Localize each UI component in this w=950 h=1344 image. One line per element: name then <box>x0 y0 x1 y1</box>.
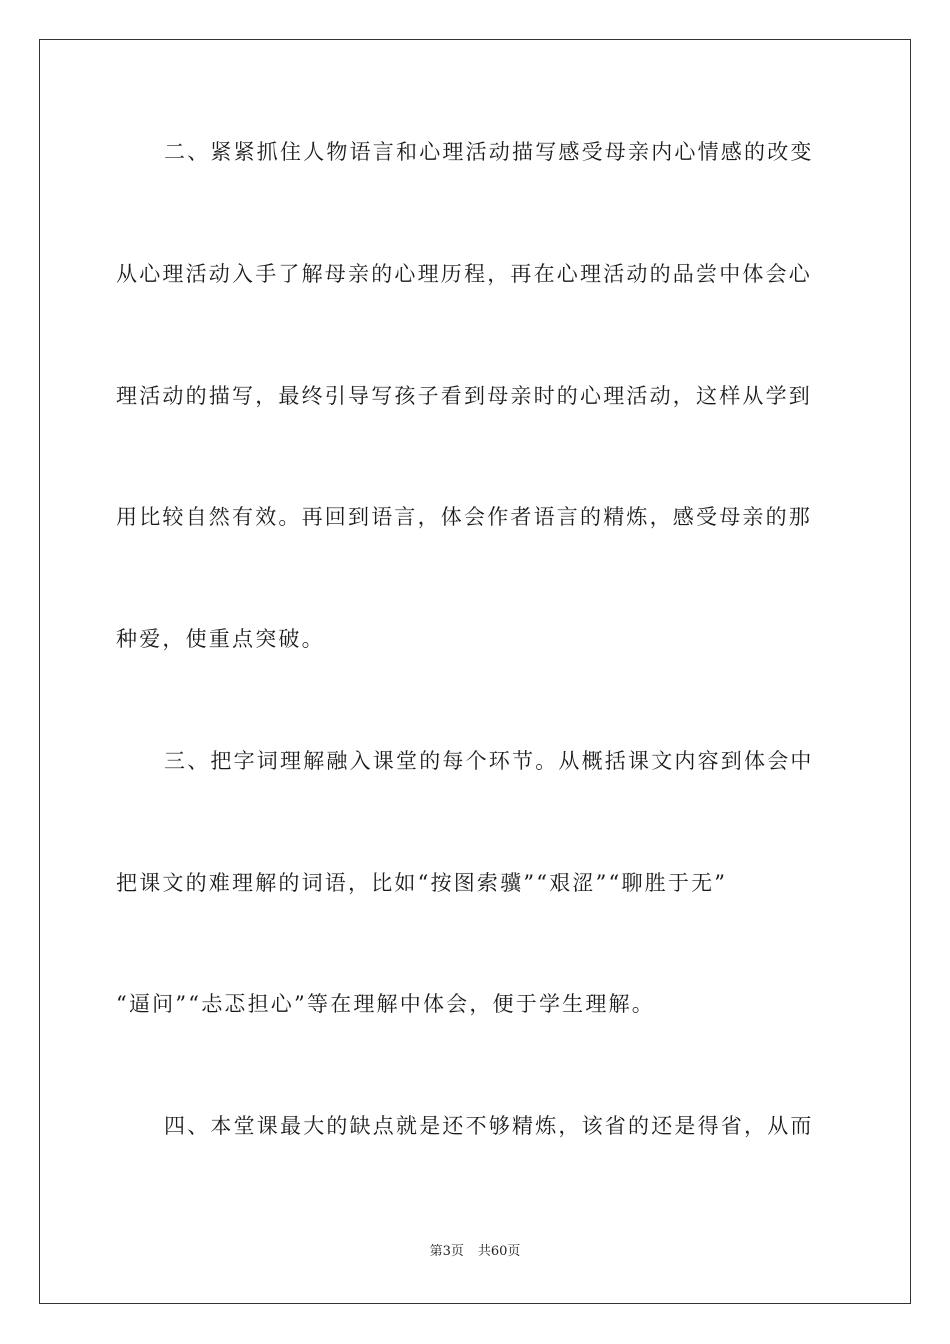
paragraph-4-line-1: 四、本堂课最大的缺点就是还不够精炼，该省的还是得省，从而 <box>164 1114 814 1138</box>
page-footer <box>0 1244 950 1260</box>
page-total: 共60页 <box>477 1244 521 1259</box>
paragraph-2-line-4: 用比较自然有效。再回到语言，体会作者语言的精炼，感受母亲的那 <box>116 505 812 529</box>
paragraph-2-line-1: 二、紧紧抓住人物语言和心理活动描写感受母亲内心情感的改变 <box>164 140 814 164</box>
paragraph-2-line-3: 理活动的描写，最终引导写孩子看到母亲时的心理活动，这样从学到 <box>116 384 812 408</box>
page-number: 第3页 <box>429 1244 464 1259</box>
paragraph-3-line-2: 把课文的难理解的词语，比如“按图索骥”“艰涩”“聊胜于无” <box>116 871 728 895</box>
paragraph-3-line-3: “逼问”“忐忑担心”等在理解中体会，便于学生理解。 <box>116 992 655 1016</box>
paragraph-2-line-5: 种爱，使重点突破。 <box>116 627 325 651</box>
paragraph-3-line-1: 三、把字词理解融入课堂的每个环节。从概括课文内容到体会中 <box>164 749 814 773</box>
paragraph-2-line-2: 从心理活动入手了解母亲的心理历程，再在心理活动的品尝中体会心 <box>116 262 812 286</box>
